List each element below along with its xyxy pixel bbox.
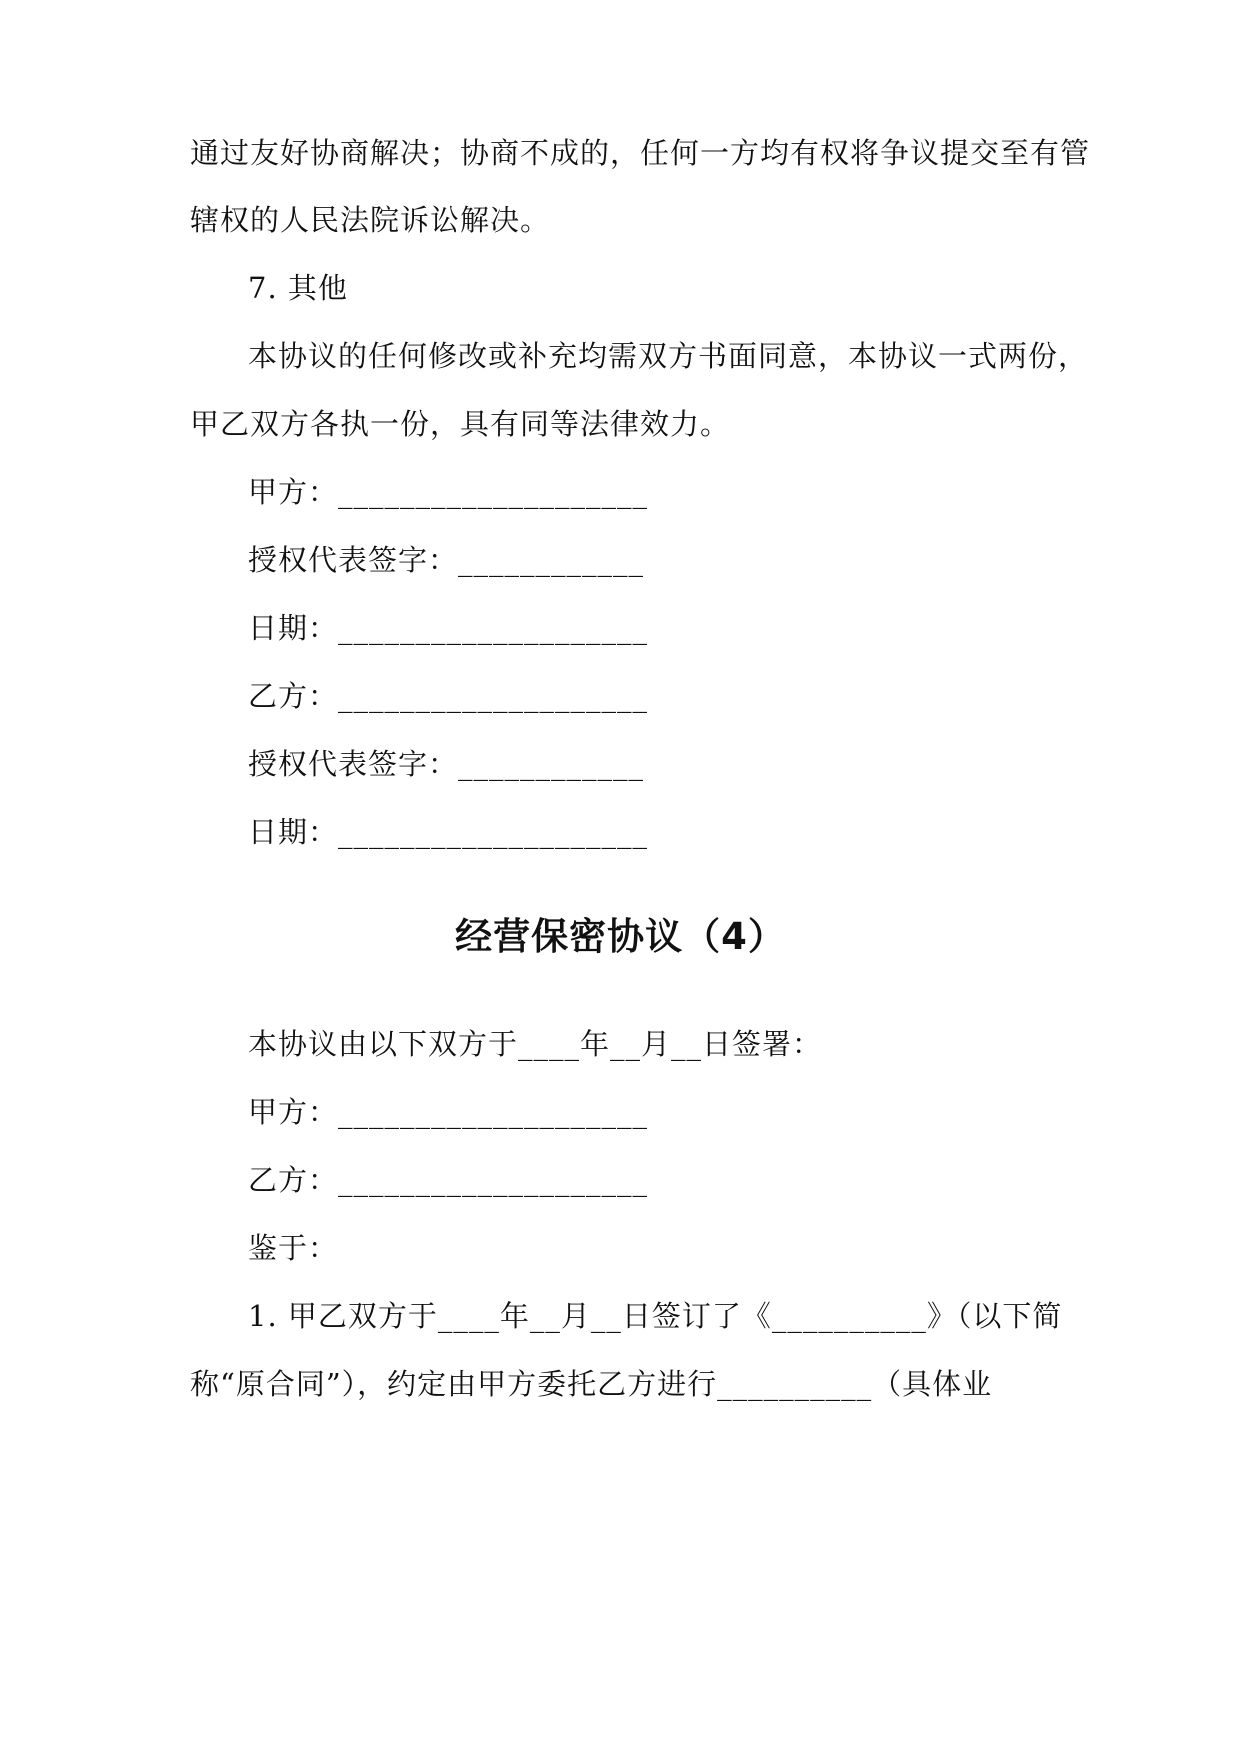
party-b-date-line: 日期：____________________ bbox=[248, 815, 649, 849]
section-heading: 7. 其他 bbox=[248, 271, 348, 305]
paragraph-line: 甲乙双方各执一份，具有同等法律效力。 bbox=[190, 407, 731, 441]
paragraph-line: 辖权的人民法院诉讼解决。 bbox=[190, 203, 551, 237]
party-a-rep-signature-line: 授权代表签字：____________ bbox=[248, 543, 645, 577]
party-a-signature-line: 甲方：____________________ bbox=[248, 475, 649, 509]
document-title: 经营保密协议（4） bbox=[455, 915, 786, 958]
paragraph-line: 1. 甲乙双方于____年__月__日签订了《__________》（以下简 bbox=[248, 1299, 1063, 1333]
paragraph-line: 称“原合同”），约定由甲方委托乙方进行__________（具体业 bbox=[190, 1367, 993, 1401]
party-a-line: 甲方：____________________ bbox=[248, 1095, 649, 1129]
party-b-signature-line: 乙方：____________________ bbox=[248, 679, 649, 713]
party-b-rep-signature-line: 授权代表签字：____________ bbox=[248, 747, 645, 781]
party-b-line: 乙方：____________________ bbox=[248, 1163, 649, 1197]
paragraph-line: 通过友好协商解决；协商不成的，任何一方均有权将争议提交至有管 bbox=[190, 136, 1091, 170]
paragraph-line: 本协议的任何修改或补充均需双方书面同意，本协议一式两份， bbox=[248, 339, 1089, 373]
intro-line: 本协议由以下双方于____年__月__日签署： bbox=[248, 1027, 823, 1061]
party-a-date-line: 日期：____________________ bbox=[248, 611, 649, 645]
whereas-heading: 鉴于： bbox=[248, 1231, 339, 1265]
